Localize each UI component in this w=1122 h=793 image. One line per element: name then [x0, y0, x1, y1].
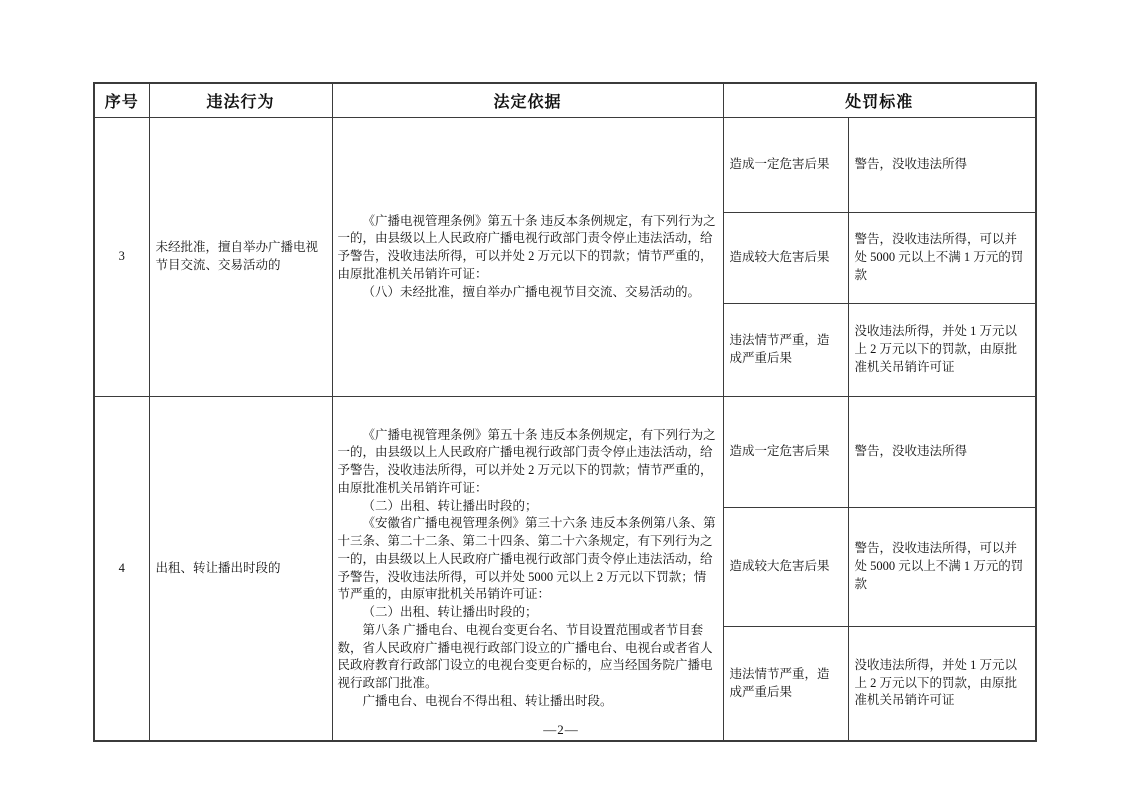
row-4-penalty-condition-3: 违法情节严重，造成严重后果: [723, 627, 848, 742]
row-4-index: 4: [94, 397, 149, 742]
row-4-legal-basis: [332, 397, 723, 742]
column-header-penalty: 处罚标准: [723, 83, 1036, 118]
row-3-penalty-standard-3: 没收违法所得，并处 1 万元以上 2 万元以下的罚款，由原批准机关吊销许可证: [848, 304, 1036, 397]
row-3-index: 3: [94, 118, 149, 397]
row-4-penalty-standard-2: 警告，没收违法所得，可以并处 5000 元以上不满 1 万元的罚款: [848, 508, 1036, 627]
row-3-penalty-condition-3: 违法情节严重，造成严重后果: [723, 304, 848, 397]
legal-basis-paragraph: （二）出租、转让播出时段的；: [362, 498, 538, 513]
legal-basis-paragraph: 广播电台、电视台不得出租、转让播出时段。: [362, 693, 613, 708]
legal-basis-paragraph: （八）未经批准，擅自举办广播电视节目交流、交易活动的。: [362, 284, 701, 299]
row-4-behavior: 出租、转让播出时段的: [149, 397, 332, 742]
penalty-standards-table: [93, 82, 1037, 742]
row-4-penalty-condition-2: 造成较大危害后果: [723, 508, 848, 627]
row-3-penalty-condition-2: 造成较大危害后果: [723, 213, 848, 304]
table-row: [94, 397, 1036, 508]
row-3-legal-basis: [332, 118, 723, 397]
row-3-penalty-standard-2: 警告，没收违法所得，可以并处 5000 元以上不满 1 万元的罚款: [848, 213, 1036, 304]
row-4-penalty-standard-1: 警告，没收违法所得: [848, 397, 1036, 508]
legal-basis-paragraph: 《广播电视管理条例》第五十条 违反本条例规定，有下列行为之一的，由县级以上人民政府广播电视行政部门责令停止违法活动，给予警告，没收违法所得，可以并处 2 万元以下的罚款；情节严重的，由原批准机关吊销许可证：: [337, 427, 716, 495]
row-3-behavior: 未经批准，擅自举办广播电视节目交流、交易活动的: [149, 118, 332, 397]
row-3-penalty-standard-1: 警告，没收违法所得: [848, 118, 1036, 213]
column-header-index: 序号: [94, 83, 149, 118]
legal-basis-paragraph: 《广播电视管理条例》第五十条 违反本条例规定，有下列行为之一的，由县级以上人民政府广播电视行政部门责令停止违法活动，给予警告，没收违法所得，可以并处 2 万元以下的罚款；情节严重的，由原批准机关吊销许可证：: [337, 213, 716, 281]
legal-basis-paragraph: 《安徽省广播电视管理条例》第三十六条 违反本条例第八条、第十三条、第二十二条、第二十四条、第二十六条规定，有下列行为之一的，由县级以上人民政府广播电视行政部门责令停止违法活动，给予警告，没收违法所得，可以并处 5000 元以上 2 万元以下罚款；情节严重的，由原审批机关吊销许可证：: [337, 516, 716, 602]
row-4-penalty-condition-1: 造成一定危害后果: [723, 397, 848, 508]
column-header-basis: 法定依据: [332, 83, 723, 118]
row-4-penalty-standard-3: 没收违法所得，并处 1 万元以上 2 万元以下的罚款，由原批准机关吊销许可证: [848, 627, 1036, 742]
row-3-penalty-condition-1: 造成一定危害后果: [723, 118, 848, 213]
legal-basis-paragraph: （二）出租、转让播出时段的；: [362, 605, 538, 619]
column-header-behavior: 违法行为: [149, 83, 332, 118]
legal-basis-paragraph: 第八条 广播电台、电视台变更台名、节目设置范围或者节目套数，省人民政府广播电视行政部门设立的广播电台、电视台或者省人民政府教育行政部门设立的电视台变更台标的，应当经国务院广播电视行政部门批准。: [337, 622, 713, 690]
header-row: [94, 83, 1036, 118]
table-row: [94, 118, 1036, 213]
page-number: —2—: [543, 722, 579, 737]
